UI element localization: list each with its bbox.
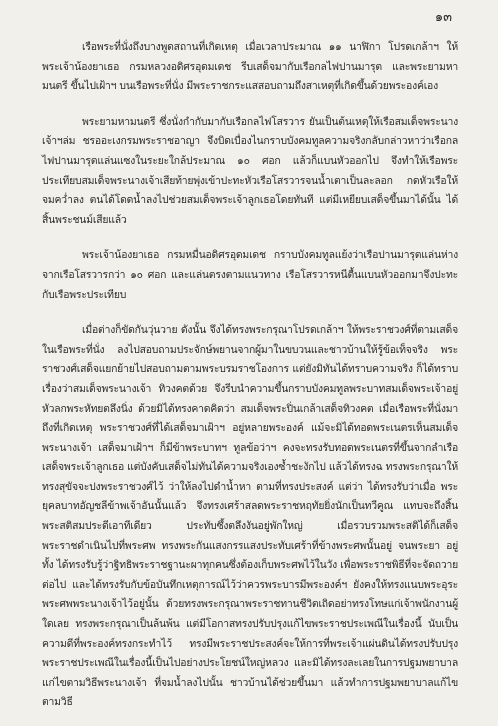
paragraph-3: พระเจ้าน้องยาเธอ กรมหมื่นอดิศรอุดมเดช กราบบังคมทูลแย้งว่าเรือปานมารุตแล่นห่างจากเรือโสรวารกว่า ๑๐ ศอก และแล่นตรงตามแนวทาง เรือโสรวารหนีตื้นแบนหัวออกมาจึงปะทะกับเรือพระประเทียบ: [42, 249, 458, 301]
page-number: ๑๓: [434, 10, 452, 25]
paragraph-1: เรือพระที่นั่งถึงบางพูดสถานที่เกิดเหตุ เมื่อเวลาประมาณ ๑๑ นาฬิกา โปรดเกล้าฯ ให้พระเจ้าน้องยาเธอ กรมหลวงอดิศรอุดมเดช รีบเสด็จมากับเรือกลไฟปานมารุต และพระยามหามนตรี ขึ้นไปเฝ้าฯ บนเรือพระที่นั่ง มีพระราชกระแสสอบถามถึงสาเหตุที่เกิดขึ้นด้วยพระองค์เอง: [42, 41, 458, 93]
paragraph-4: เมื่อต่างก็ขัดกันวุ่นวาย ดังนั้น จึงได้ทรงพระกรุณาโปรดเกล้าฯ ให้พระราชวงศ์ที่ตามเสด็จในเรือพระที่นั่ง ลงไปสอบถามประจักษ์พยานจากผู้มาในขบวนและชาวบ้านให้รู้ข้อเท็จจริง พระราชวงศ์เสด็จแยกย้ายไปสอบถามตามพระบรมราชโองการ แต่ยังมิทันได้ทราบความจริง ก็ได้ทราบเรื่องว่าสมเด็จพระนางเจ้า ทิวงคตด้วย จึงรีบนำความขึ้นกราบบังคมทูลพระบาทสมเด็จพระเจ้าอยู่หัวลกพระหัทยตลึงนิ่ง ด้วยมิได้ทรงคาดคิดว่า สมเด็จพระปิ่นเกล้าเสด็จทิวงคต เมื่อเรือพระที่นั่งมาถึงที่เกิดเหตุ พระราชวงศ์ที่ได้เสด็จมาเฝ้าฯ อยู่หลายพระองค์ แม้จะมิได้ทอดพระเนตรเห็นสมเด็จพระนางเจ้า เสด็จมาเฝ้าฯ ก็มีข้าพระบาทฯ ทูลข้อว่าฯ คงจะทรงรับทอดพระเนตรที่ขึ้นจากลำเรือเสด็จพระเจ้าลูกเธอ แต่บังคับเสด็จไม่ทันได้ความจริงเองซ้ำชะงักไป แล้วได้ทรงฉ ทรงพระกรุณาให้ทรงสุขัจจะปงพระราชวงศ์ไว้ ว่าให้ลงไปดำน้ำหา ตามที่ทรงประสงค์ แต่ว่า ได้ทรงรับว่าเมื่อ พระยุคลบาทอัญชลีข้าพเจ้าอันนั้นแล้ว จึงทรงเศร้าสลดพระราชหฤทัยยิ่งนักเป็นทวีคูณ แทบจะถึงสิ้นพระสติสมประดีเอาทีเดียว ประทับซึ้งตลึงงันอยู่พักใหญ่ เมื่อรวบรวมพระสติได้ก็เสด็จพระราชดำเนินไปที่พระศพ ทรงพระกันแสงกรรแสงประทับเศร้าที่ข้างพระศพนั้นอยู่ จนพระยา อยู่ทั้ง ได้ทรงรับรู้ว่าฐิทธิพระราชฐานะผาทุกคนซึ่งต้องเก็บพระศพไว้ในวัง เพื่อพระราชพิธีที่จะจัดถวายต่อไป และได้ทรงรับกับข้อบันทึกเหตุการณ์ไว้ว่าควรพระบารมีพระองค์ฯ ยังคงให้ทรงแนบพระอุระพระศพพระนางเจ้าไว้อยู่นั้น ด้วยทรงพระกรุณาพระราชทานชีวิตเถิดอย่าทรงโทษแก่เจ้าพนักงานผู้ใดเลย ทรงพระกรุณาเป็นล้นพ้น แต่มีโอกาสทรงปรับปรุงแก้ไขพระราชประเพณีในเรื่องนี้ นับเป็นความดีที่พระองค์ทรงกระทำไว้ ทรงมีพระราชประสงค์จะให้การที่พระเจ้าแผ่นดินได้ทรงปรับปรุงพระราชประเพณีในเรื่องนี้เป็นไปอย่างประโยชน์ใหญ่หลวง และมิได้ทรงละเลยในการปฐมพยาบาลแก่ไขตามวิธีพระนางเจ้า ที่จมน้ำลงไปนั้น ชาวบ้านได้ช่วยขึ้นมา แล้วทำการปฐมพยาบาลแก้ไขตามวิธี: [42, 324, 458, 709]
paragraph-2: พระยามหามนตรี ซึ่งนั่งกำกับมากับเรือกลไฟโสรวาร ยันเป็นต้นเหตุให้เรือสมเด็จพระนางเจ้าฯล่ม ชรออะเงกรมพระราชอาญา จึงบิดเบื่องไนกราบบังคมทูลความจริงกลับกล่าวหาว่าเรือกลไฟปานมารุตแล่นแซงในระยะใกล้ประมาณ ๑๐ ศอก แล้วก็แบนหัวออกไป จึงทำให้เรือพระประเทียบสมเด็จพระนางเจ้าเสียท้ายพุ่งเข้าปะทะหัวเรือโสรวารจนน้ำเตาเป็นละลอก กดหัวเรือให้จมคว่ำลง ตนได้โดดน้ำลงไปช่วยสมเด็จพระเจ้าลูกเธอโดยทันที แต่มีเหยียบเสด็จขึ้นมาได้นั้น ได้สิ้นพระชนม์เสียแล้ว: [42, 115, 458, 226]
